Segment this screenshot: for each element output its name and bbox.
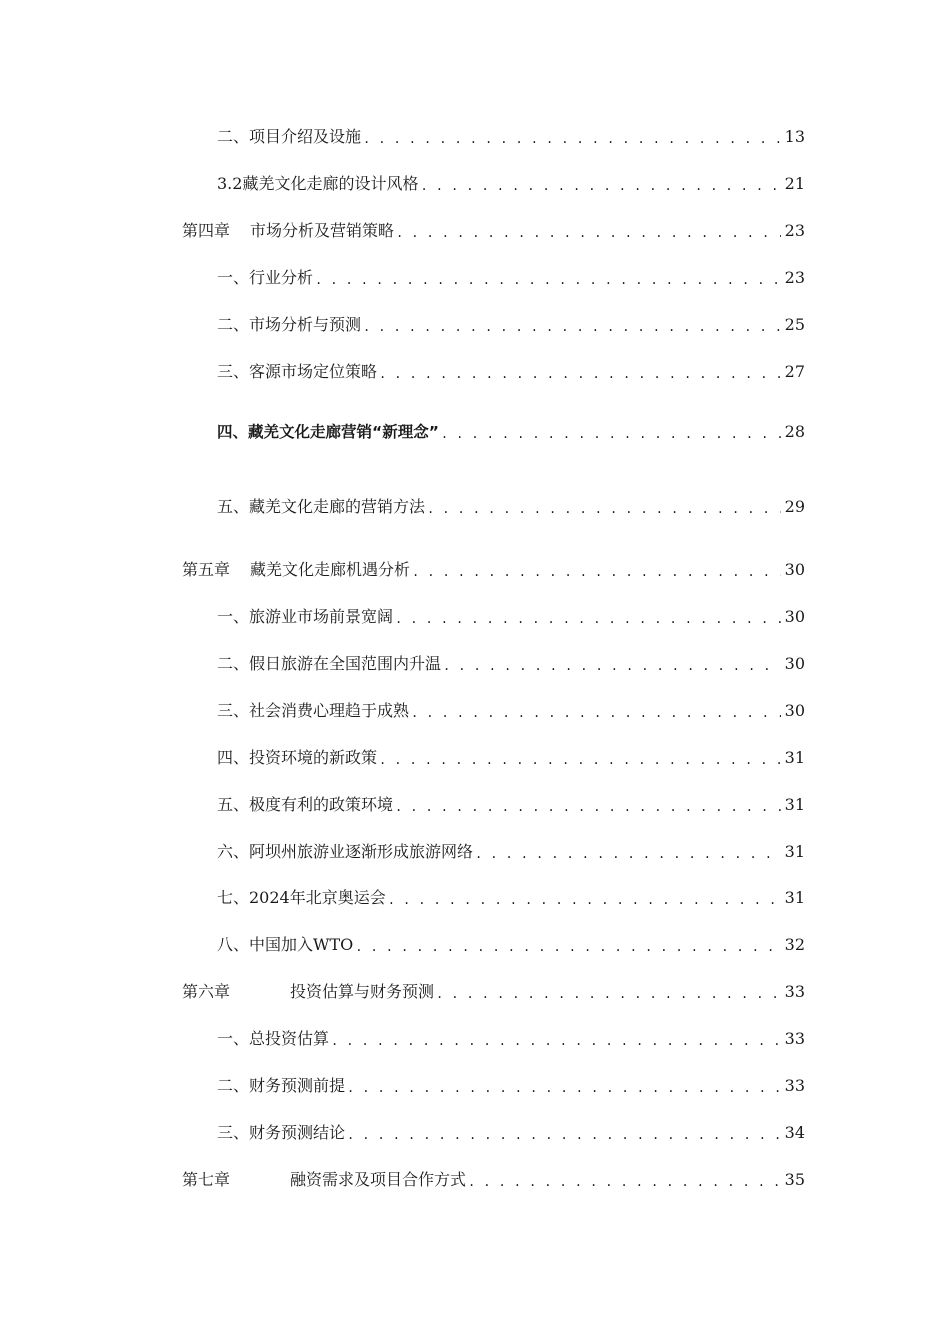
dot-leader <box>412 560 781 580</box>
toc-entry-title: 三、社会消费心理趋于成熟 <box>217 701 410 720</box>
toc-chapter-label: 第五章 <box>182 560 231 579</box>
toc-entry-title: 四、藏羌文化走廊营销“新理念” <box>217 423 439 441</box>
toc-entry-title: 八、中国加入WTO <box>217 935 354 954</box>
toc-page-number: 34 <box>784 1123 805 1142</box>
toc-entry[interactable] <box>217 791 805 815</box>
toc-page-number: 31 <box>784 795 805 814</box>
toc-entry-title: 三、财务预测结论 <box>217 1123 346 1142</box>
dot-leader <box>395 795 781 815</box>
toc-entry[interactable] <box>217 884 805 908</box>
toc-entry[interactable] <box>217 1072 805 1096</box>
dot-leader <box>441 422 781 442</box>
toc-entry[interactable] <box>217 650 805 674</box>
toc-chapter-entry[interactable] <box>182 978 805 1002</box>
dot-leader <box>475 842 781 862</box>
toc-chapter-label: 第六章 <box>182 982 231 1001</box>
dot-leader <box>331 1029 781 1049</box>
dot-leader <box>420 174 780 194</box>
dot-leader <box>379 748 781 768</box>
toc-entry-title: 藏羌文化走廊机遇分析 <box>250 560 411 579</box>
toc-entry[interactable] <box>217 931 805 955</box>
toc-entry-title: 六、阿坝州旅游业逐渐形成旅游网络 <box>217 842 474 861</box>
toc-entry[interactable] <box>217 697 805 721</box>
toc-page-number: 21 <box>784 174 805 193</box>
toc-entry[interactable] <box>217 1119 805 1143</box>
dot-leader <box>388 888 781 908</box>
dot-leader <box>427 497 781 517</box>
dot-leader <box>396 221 781 241</box>
toc-page-number: 25 <box>784 315 805 334</box>
toc-entry[interactable] <box>217 311 805 335</box>
dot-leader <box>379 362 781 382</box>
toc-entry[interactable] <box>217 493 805 517</box>
toc-entry[interactable] <box>217 1025 805 1049</box>
toc-entry[interactable] <box>217 838 805 862</box>
toc-entry-title: 四、投资环境的新政策 <box>217 748 378 767</box>
dot-leader <box>347 1076 781 1096</box>
toc-entry-title: 融资需求及项目合作方式 <box>290 1170 467 1189</box>
dot-leader <box>363 127 781 147</box>
toc-chapter-entry[interactable] <box>182 217 805 241</box>
toc-entry-title: 五、藏羌文化走廊的营销方法 <box>217 497 426 516</box>
toc-chapter-label: 第七章 <box>182 1170 231 1189</box>
toc-entry-title: 七、2024年北京奥运会 <box>217 888 386 907</box>
toc-entry-title: 一、总投资估算 <box>217 1029 330 1048</box>
toc-page-number: 23 <box>784 268 805 287</box>
toc-page-number: 31 <box>784 748 805 767</box>
toc-page-number: 27 <box>784 362 805 381</box>
toc-entry[interactable] <box>217 603 805 627</box>
dot-leader <box>436 982 781 1002</box>
toc-page-number: 30 <box>784 607 805 626</box>
toc-entry[interactable] <box>217 264 805 288</box>
toc-entry-title: 一、行业分析 <box>217 268 314 287</box>
toc-page-number: 31 <box>784 888 805 907</box>
toc-entry-title: 三、客源市场定位策略 <box>217 362 378 381</box>
toc-chapter-label: 第四章 <box>182 221 231 240</box>
toc-entry-title: 二、财务预测前提 <box>217 1076 346 1095</box>
toc-entry-title: 市场分析及营销策略 <box>250 221 395 240</box>
dot-leader <box>347 1123 781 1143</box>
toc-entry-title: 二、市场分析与预测 <box>217 315 362 334</box>
toc-page-number: 13 <box>784 127 805 146</box>
toc-entry[interactable] <box>217 744 805 768</box>
toc-page-number: 33 <box>784 982 805 1001</box>
toc-page-number: 32 <box>784 935 805 954</box>
dot-leader <box>443 654 781 674</box>
toc-page-number: 29 <box>784 497 805 516</box>
toc-entry-title: 二、假日旅游在全国范围内升温 <box>217 654 442 673</box>
dot-leader <box>363 315 781 335</box>
toc-page-number: 33 <box>784 1076 805 1095</box>
toc-page-number: 23 <box>784 221 805 240</box>
toc-entry[interactable] <box>217 170 805 194</box>
toc-page-number: 35 <box>784 1170 805 1189</box>
toc-entry-title: 3.2藏羌文化走廊的设计风格 <box>217 174 419 193</box>
toc-page-number: 30 <box>784 654 805 673</box>
toc-entry[interactable] <box>217 418 805 442</box>
toc-page-number: 28 <box>784 422 805 441</box>
toc-entry-title: 一、旅游业市场前景宽阔 <box>217 607 394 626</box>
toc-entry[interactable] <box>217 123 805 147</box>
toc-entry-title: 投资估算与财务预测 <box>290 982 435 1001</box>
toc-page-number: 30 <box>784 701 805 720</box>
dot-leader <box>411 701 781 721</box>
dot-leader <box>395 607 781 627</box>
toc-entry-title: 五、极度有利的政策环境 <box>217 795 394 814</box>
toc-chapter-entry[interactable] <box>182 556 805 580</box>
dot-leader <box>468 1170 781 1190</box>
toc-entry-title: 二、项目介绍及设施 <box>217 127 362 146</box>
toc-page-number: 31 <box>784 842 805 861</box>
dot-leader <box>355 935 780 955</box>
dot-leader <box>315 268 781 288</box>
toc-chapter-entry[interactable] <box>182 1166 805 1190</box>
toc-entry[interactable] <box>217 358 805 382</box>
toc-page-number: 30 <box>784 560 805 579</box>
toc-page-number: 33 <box>784 1029 805 1048</box>
